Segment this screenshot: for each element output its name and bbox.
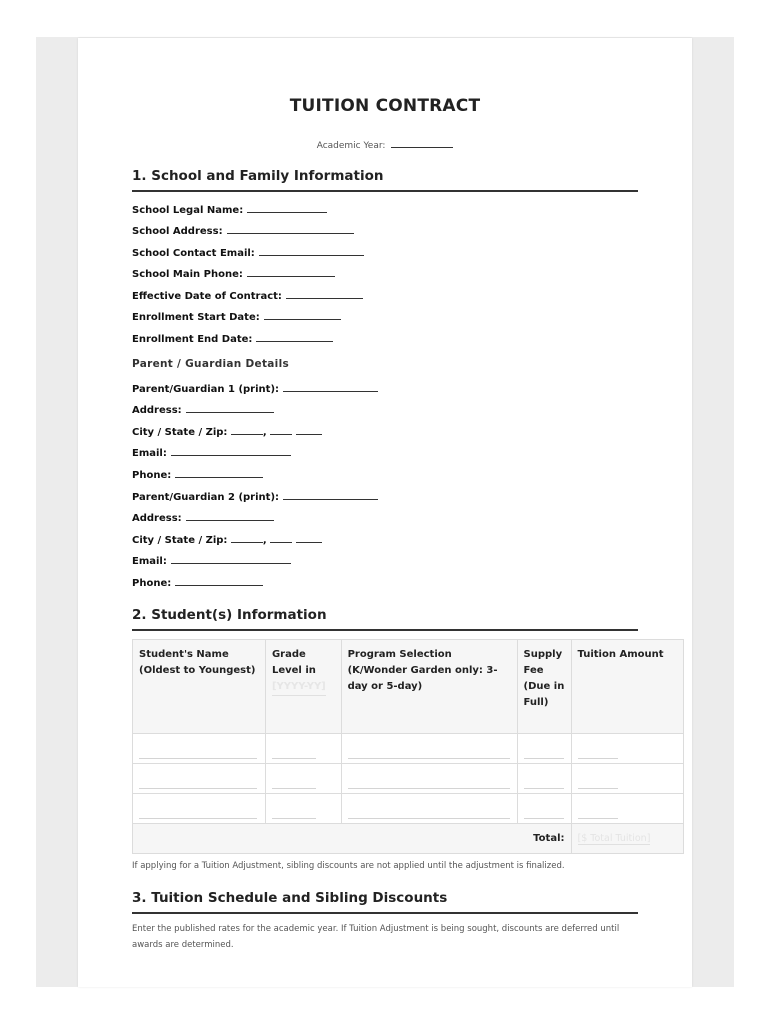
parent-guardian-subheading: Parent / Guardian Details (132, 358, 290, 370)
enrollment-end-date-field (132, 331, 333, 345)
section-1-heading: 1. School and Family Information (132, 168, 638, 192)
academic-year-label: Academic Year: (316, 141, 386, 151)
guardian-1-address-input[interactable] (186, 402, 274, 413)
document-title: TUITION CONTRACT (289, 96, 481, 116)
col-grade-level-label: Grade Level in (271, 649, 316, 676)
guardian-2-name-field (132, 489, 378, 503)
grade-cell[interactable] (265, 764, 341, 794)
guardian-2-address-input[interactable] (186, 510, 274, 521)
school-address-label: School Address: (132, 226, 223, 237)
col-supply-fee: Supply Fee (Due in Full) (517, 640, 571, 734)
total-tuition-placeholder[interactable]: [$ Total Tuition] (577, 833, 651, 844)
school-main-phone-input[interactable] (247, 266, 335, 277)
school-legal-name-label: School Legal Name: (132, 205, 244, 216)
guardian-2-email-input[interactable] (171, 553, 291, 564)
guardian-1-name-field (132, 381, 378, 395)
guardian-2-state-input[interactable] (270, 532, 292, 543)
school-legal-name-field (132, 202, 327, 216)
guardian-2-city-input[interactable] (231, 532, 263, 543)
school-address-field (132, 223, 354, 237)
guardian-2-phone-field (132, 575, 263, 589)
col-student-name: Student's Name (Oldest to Youngest) (133, 640, 266, 734)
program-cell[interactable] (341, 764, 517, 794)
guardian-1-email-field (132, 445, 291, 459)
supply-fee-cell[interactable] (517, 794, 571, 824)
school-main-phone-field (132, 266, 335, 280)
city-separator: , (262, 427, 267, 438)
enrollment-start-date-label: Enrollment Start Date: (132, 312, 260, 323)
guardian-2-phone-input[interactable] (175, 575, 263, 586)
program-cell[interactable] (341, 794, 517, 824)
guardian-2-name-label: Parent/Guardian 2 (print): (132, 492, 280, 503)
effective-date-label: Effective Date of Contract: (132, 291, 282, 302)
guardian-1-address-label: Address: (132, 405, 182, 416)
grade-cell[interactable] (265, 794, 341, 824)
table-row (133, 764, 684, 794)
guardian-2-city-label: City / State / Zip: (132, 535, 228, 546)
guardian-1-city-input[interactable] (231, 424, 263, 435)
total-cell[interactable] (571, 824, 684, 854)
student-name-cell[interactable] (133, 764, 266, 794)
guardian-1-email-input[interactable] (171, 445, 291, 456)
school-legal-name-input[interactable] (247, 202, 327, 213)
grade-year-placeholder[interactable]: [YYYY-YY] (272, 679, 326, 696)
program-cell[interactable] (341, 734, 517, 764)
section-3-heading: 3. Tuition Schedule and Sibling Discounts (132, 890, 638, 914)
guardian-2-address-label: Address: (132, 513, 182, 524)
school-contact-email-field (132, 245, 364, 259)
guardian-1-name-label: Parent/Guardian 1 (print): (132, 384, 280, 395)
effective-date-field (132, 288, 363, 302)
guardian-1-city-field (132, 424, 322, 438)
enrollment-end-date-input[interactable] (256, 331, 333, 342)
total-row (133, 824, 684, 854)
guardian-1-phone-input[interactable] (175, 467, 263, 478)
student-name-cell[interactable] (133, 794, 266, 824)
students-table (132, 639, 684, 854)
student-name-cell[interactable] (133, 734, 266, 764)
guardian-1-city-label: City / State / Zip: (132, 427, 228, 438)
guardian-2-email-field (132, 553, 291, 567)
effective-date-input[interactable] (286, 288, 363, 299)
guardian-1-state-input[interactable] (270, 424, 292, 435)
city-separator: , (262, 535, 267, 546)
guardian-1-email-label: Email: (132, 448, 167, 459)
tuition-cell[interactable] (571, 794, 684, 824)
guardian-2-address-field (132, 510, 274, 524)
school-main-phone-label: School Main Phone: (132, 269, 243, 280)
guardian-2-phone-label: Phone: (132, 578, 172, 589)
col-program-selection: Program Selection (K/Wonder Garden only: 3-day or 5-day) (341, 640, 517, 734)
school-contact-email-input[interactable] (259, 245, 364, 256)
guardian-1-name-input[interactable] (283, 381, 378, 392)
guardian-1-address-field (132, 402, 274, 416)
guardian-1-phone-field (132, 467, 263, 481)
table-row (133, 794, 684, 824)
academic-year-field[interactable] (391, 138, 453, 148)
tuition-cell[interactable] (571, 734, 684, 764)
school-contact-email-label: School Contact Email: (132, 248, 255, 259)
section-2-heading: 2. Student(s) Information (132, 607, 638, 631)
tuition-schedule-note: Enter the published rates for the academic year. If Tuition Adjustment is being sought, discounts are deferred until awards are determined. (132, 924, 620, 950)
col-tuition-amount: Tuition Amount (571, 640, 684, 734)
document-page (78, 38, 692, 987)
col-grade-level (265, 640, 341, 734)
students-table-header (133, 640, 684, 734)
enrollment-start-date-input[interactable] (264, 309, 341, 320)
guardian-2-zip-input[interactable] (296, 532, 322, 543)
guardian-2-email-label: Email: (132, 556, 167, 567)
guardian-1-zip-input[interactable] (296, 424, 322, 435)
guardian-2-name-input[interactable] (283, 489, 378, 500)
academic-year-row (132, 138, 638, 151)
supply-fee-cell[interactable] (517, 734, 571, 764)
tuition-cell[interactable] (571, 764, 684, 794)
supply-fee-cell[interactable] (517, 764, 571, 794)
guardian-2-city-field (132, 532, 322, 546)
guardian-1-phone-label: Phone: (132, 470, 172, 481)
total-label: Total: (133, 824, 572, 854)
tuition-adjustment-note: If applying for a Tuition Adjustment, sibling discounts are not applied until the adjustment is finalized. (132, 861, 565, 871)
enrollment-start-date-field (132, 309, 341, 323)
table-row (133, 734, 684, 764)
grade-cell[interactable] (265, 734, 341, 764)
school-address-input[interactable] (227, 223, 354, 234)
enrollment-end-date-label: Enrollment End Date: (132, 334, 253, 345)
